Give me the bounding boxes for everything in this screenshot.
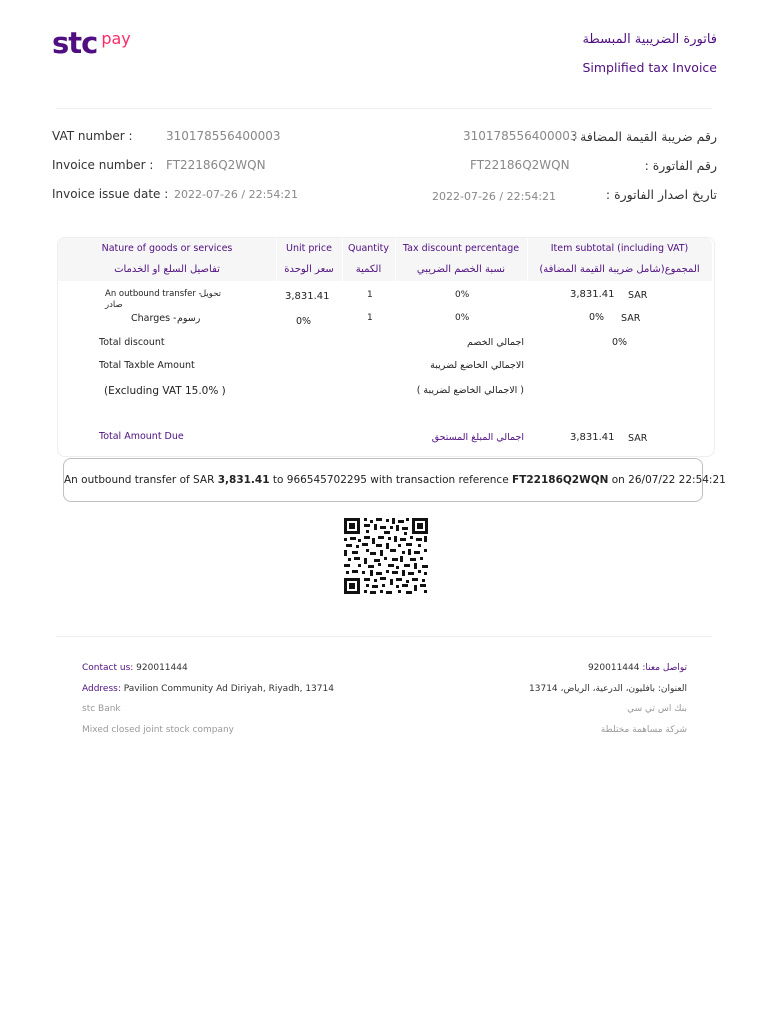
th-unit-price-ar: سعر الوحدة <box>284 264 334 275</box>
transaction-summary <box>63 458 726 502</box>
row2-unit-price: 0% <box>296 316 312 327</box>
invoice-title-ar: فاتورة الضريبية المبسطة <box>582 32 717 47</box>
address-line <box>82 684 334 694</box>
contact-label: Contact us: <box>82 663 134 673</box>
issue-date-label-ar: تاريخ اصدار الفاتورة : <box>605 187 717 202</box>
address-line-ar: العنوان: بافليون، الدرعية، الرياض، 13714 <box>529 684 687 694</box>
issue-date-value: 2022-07-26 / 22:54:21 <box>174 188 299 201</box>
contact-line <box>82 663 188 673</box>
invoice-number-value-ar: FT22186Q2WQN <box>470 158 570 172</box>
total-discount-label: Total discount <box>99 337 165 348</box>
row2-currency: SAR <box>621 313 641 324</box>
excluding-vat-label: (Excluding VAT 15.0% ) <box>104 385 226 397</box>
logo-sub-text: pay <box>101 29 131 48</box>
total-due-label-ar: اجمالي المبلغ المستحق <box>431 432 524 443</box>
issue-date-value-ar: 2022-07-26 / 22:54:21 <box>432 190 557 203</box>
logo-main-text: stc <box>52 26 98 60</box>
row1-subtotal: 3,831.41 <box>570 289 615 300</box>
total-taxable-label-ar: الاجمالي الخاضع لضريبة <box>430 360 524 371</box>
vat-value-ar: 310178556400003 <box>463 129 578 143</box>
footer-divider <box>56 636 712 637</box>
contact-label-ar: تواصل معنا: <box>642 663 687 673</box>
header-divider <box>56 108 712 109</box>
total-due-label: Total Amount Due <box>99 431 184 442</box>
row1-unit-price: 3,831.41 <box>285 291 330 302</box>
total-discount-value: 0% <box>612 337 628 348</box>
row2-quantity: 1 <box>367 313 373 323</box>
row2-desc-ar: رسوم <box>177 313 201 324</box>
th-nature-ar: تفاصيل السلع او الخدمات <box>114 264 220 275</box>
th-quantity-en: Quantity <box>347 243 390 254</box>
note-reference: FT22186Q2WQN <box>512 474 609 486</box>
vat-label-ar: رقم ضريبة القيمة المضافة : <box>571 129 717 144</box>
note-suffix: on 26/07/22 22:54:21 <box>608 474 726 486</box>
address-label: Address: <box>82 684 121 694</box>
issue-date-label: Invoice issue date : <box>52 187 169 201</box>
invoice-number-value: FT22186Q2WQN <box>166 158 266 172</box>
total-discount-label-ar: اجمالي الخصم <box>467 337 524 348</box>
qr-code <box>344 518 428 594</box>
bank-name: stc Bank <box>82 704 121 714</box>
contact-value-ar: 920011444 <box>587 663 640 673</box>
row2-subtotal: 0% <box>589 312 605 323</box>
row1-desc-en: An outbound transfer - <box>105 289 202 299</box>
invoice-title-en: Simplified tax Invoice <box>582 60 717 75</box>
bank-name-ar: بنك اس تي سي <box>627 704 687 714</box>
contact-line-ar <box>588 663 687 673</box>
excluding-vat-label-ar: ( الاجمالي الخاضع لضريبة ) <box>416 385 524 396</box>
row2-tax-pct: 0% <box>455 313 470 323</box>
total-due-value: 3,831.41 <box>570 432 615 443</box>
note-prefix: An outbound transfer of SAR <box>64 474 218 486</box>
row1-tax-pct: 0% <box>455 290 470 300</box>
vat-value: 310178556400003 <box>166 129 281 143</box>
row2-desc-en: Charges - <box>131 313 177 324</box>
row1-desc-ar2: صادر <box>105 300 123 310</box>
address-value: Pavilion Community Ad Diriyah, Riyadh, 13714 <box>120 684 334 694</box>
invoice-number-label-ar: رقم الفاتورة : <box>644 158 717 173</box>
th-subtotal-ar: المجموع(شامل ضريبة القيمة المضافة) <box>539 264 700 275</box>
company-type: Mixed closed joint stock company <box>82 725 235 735</box>
th-subtotal-en: Item subtotal (including VAT) <box>550 243 689 254</box>
th-tax-discount-en: Tax discount percentage <box>402 243 520 254</box>
vat-label: VAT number : <box>52 129 133 143</box>
note-mid: to 966545702295 with transaction reference <box>269 474 513 486</box>
stc-pay-logo <box>52 26 131 60</box>
contact-value: 920011444 <box>133 663 188 673</box>
th-nature-en: Nature of goods or services <box>101 243 233 254</box>
invoice-number-label: Invoice number : <box>52 158 154 172</box>
total-taxable-label: Total Taxble Amount <box>99 360 195 371</box>
th-quantity-ar: الكمية <box>355 264 382 275</box>
row1-quantity: 1 <box>367 290 373 300</box>
total-due-currency: SAR <box>628 433 648 444</box>
th-unit-price-en: Unit price <box>285 243 332 254</box>
row1-desc-ar: تحويل <box>200 289 222 299</box>
note-amount: 3,831.41 <box>217 474 270 486</box>
company-type-ar: شركة مساهمة مختلطة <box>600 725 687 735</box>
th-tax-discount-ar: نسبة الخصم الضريبي <box>416 264 506 275</box>
row1-currency: SAR <box>628 290 648 301</box>
